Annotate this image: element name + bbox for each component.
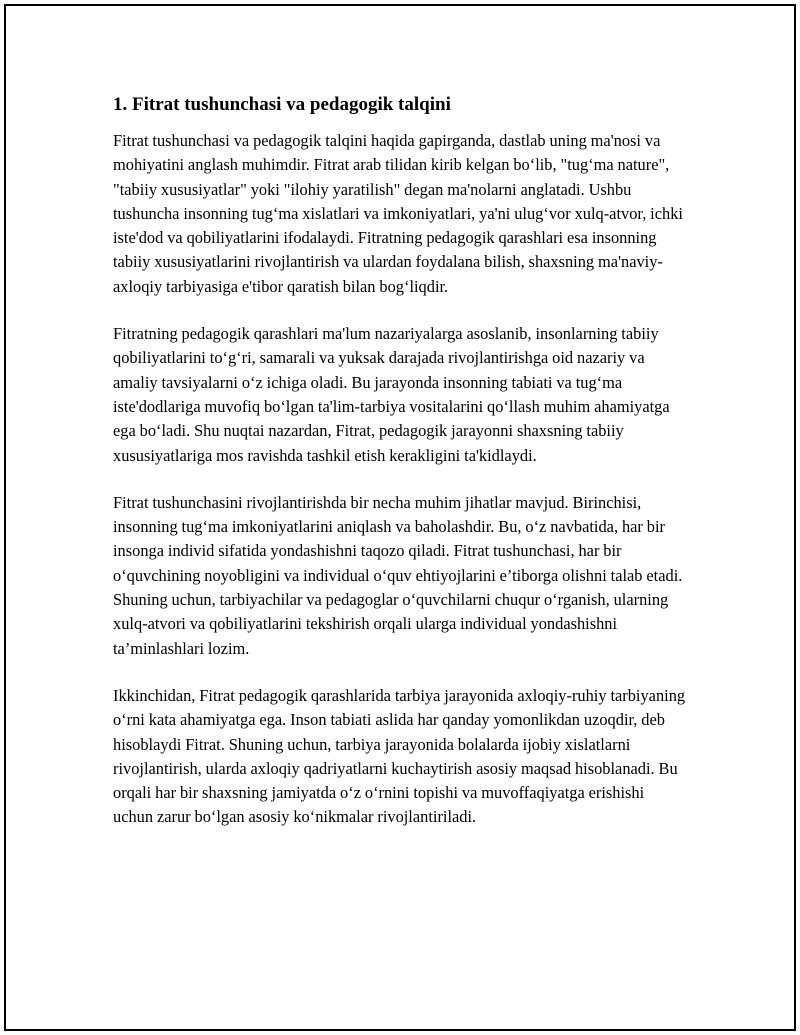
paragraph-1: Fitrat tushunchasi va pedagogik talqini haqida gapirganda, dastlab uning ma'nosi va mohiyatini anglash muhimdir. Fitrat arab tilidan kirib kelgan bo‘lib, "tug‘ma nature", "tabiiy xususiyatlar" yoki "ilohiy yaratilish" degan ma'nolarni anglatadi. Ushbu tushuncha insonning tug‘ma xislatlari va imkoniyatlari, ya'ni ulug‘vor xulq-atvor, ichki iste'dod va qobiliyatlarini ifodalaydi. Fitratning pedagogik qarashlari esa insonning tabiiy xususiyatlarini rivojlantirish va ulardan foydalana bilish, shaxsning ma'naviy-axloqiy tarbiyasiga e'tibor qaratish bilan bog‘liqdir. bbox=[113, 131, 683, 296]
document-body bbox=[113, 92, 688, 853]
section-heading: 1. Fitrat tushunchasi va pedagogik talqini bbox=[113, 94, 451, 115]
paragraph-2: Fitratning pedagogik qarashlari ma'lum nazariyalarga asoslanib, insonlarning tabiiy qobiliyatlarini to‘g‘ri, samarali va yuksak darajada rivojlantirishga oid nazariy va amaliy tavsiyalarni o‘z ichiga oladi. Bu jarayonda insonning tabiati va tug‘ma iste'dodlariga muvofiq bo‘lgan ta'lim-tarbiya vositalarini qo‘llash muhim ahamiyatga ega bo‘ladi. Shu nuqtai nazardan, Fitrat, pedagogik jarayonni shaxsning tabiiy xususiyatlariga mos ravishda tashkil etish kerakligini ta'kidlaydi. bbox=[113, 324, 670, 465]
paragraph-4: Ikkinchidan, Fitrat pedagogik qarashlarida tarbiya jarayonida axloqiy-ruhiy tarbiyaning o‘rni kata ahamiyatga ega. Inson tabiati aslida har qanday yomonlikdan uzoqdir, deb hisoblaydi Fitrat. Shuning uchun, tarbiya jarayonida bolalarda ijobiy xislatlarni rivojlantirish, ularda axloqiy qadriyatlarni kuchaytirish asosiy maqsad hisoblanadi. Bu orqali har bir shaxsning jamiyatda o‘z o‘rnini topishi va muvoffaqiyatga erishishi uchun zarur bo‘lgan asosiy ko‘nikmalar rivojlantiriladi. bbox=[113, 685, 686, 827]
paragraph-3: Fitrat tushunchasini rivojlantirishda bir necha muhim jihatlar mavjud. Birinchisi, insonning tug‘ma imkoniyatlarini aniqlash va baholashdir. Bu, o‘z navbatida, har bir insonga individ sifatida yondashishni taqozo qiladi. Fitrat tushunchasi, har bir o‘quvchining noyobligini va individual o‘quv ehtiyojlarini e’tiborga olishni talab etadi. Shuning uchun, tarbiyachilar va pedagoglar o‘quvchilarni chuqur o‘rganish, ularning xulq-atvori va qobiliyatlarini tekshirish orqali ularga individual yondashishni ta’minlashlari lozim. bbox=[113, 492, 683, 658]
